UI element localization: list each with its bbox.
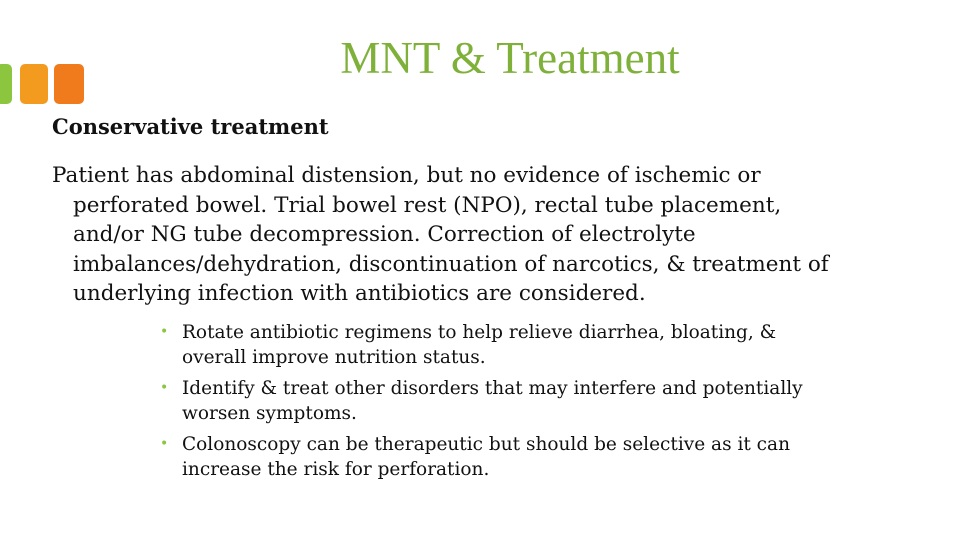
orange-block-decoration <box>20 64 48 104</box>
bullet-text-line: worsen symptoms. <box>182 403 357 424</box>
list-item <box>160 320 920 370</box>
bullet-text-line: Rotate antibiotic regimens to help relieve diarrhea, bloating, & <box>182 322 777 343</box>
section-heading: Conservative treatment <box>52 114 329 139</box>
green-block-decoration <box>0 64 12 104</box>
list-item <box>160 432 920 482</box>
paragraph-line: Patient has abdominal distension, but no evidence of ischemic or <box>52 163 761 188</box>
bullet-icon: • <box>160 324 169 340</box>
paragraph-line: perforated bowel. Trial bowel rest (NPO), rectal tube placement, <box>73 192 782 218</box>
bullet-text-line: Colonoscopy can be therapeutic but should be selective as it can <box>182 434 790 455</box>
bullet-icon: • <box>160 380 169 396</box>
paragraph-line: imbalances/dehydration, discontinuation of narcotics, & treatment of <box>73 251 829 277</box>
slide-title: MNT & Treatment <box>340 33 680 83</box>
list-item <box>160 376 920 426</box>
bullet-icon: • <box>160 436 169 452</box>
bullet-text-line: overall improve nutrition status. <box>182 347 486 368</box>
body-paragraph <box>52 161 932 309</box>
dark-orange-block-decoration <box>54 64 84 104</box>
paragraph-line: underlying infection with antibiotics are considered. <box>73 281 646 306</box>
bullet-list <box>160 320 920 488</box>
bullet-text-line: increase the risk for perforation. <box>182 459 490 480</box>
paragraph-line: and/or NG tube decompression. Correction of electrolyte <box>73 222 696 247</box>
bullet-text-line: Identify & treat other disorders that may interfere and potentially <box>182 378 803 399</box>
